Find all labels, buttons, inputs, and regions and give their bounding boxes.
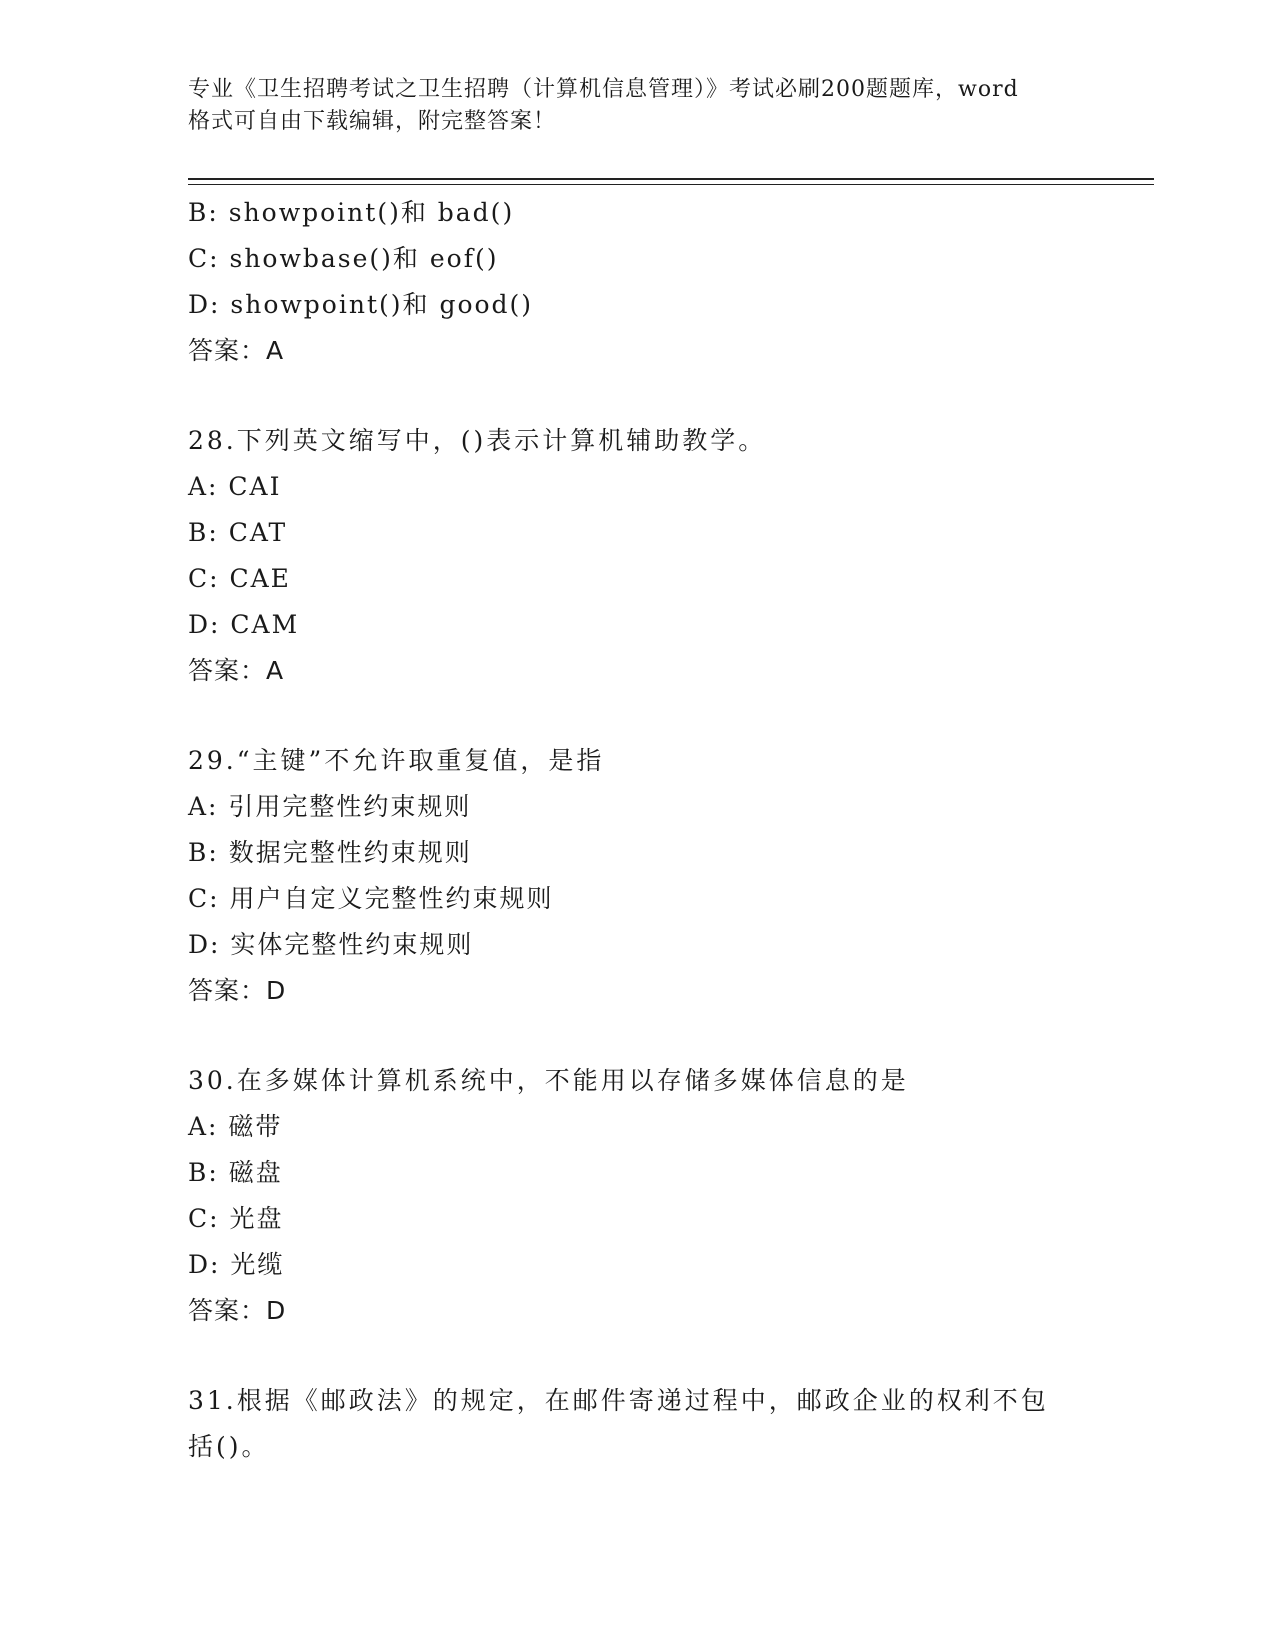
answer-line: 答案：D xyxy=(188,976,287,1005)
question-30 xyxy=(188,1058,1128,1334)
question-text: 28.下列英文缩写中，()表示计算机辅助教学。 xyxy=(188,426,767,455)
question-28 xyxy=(188,418,1128,694)
question-text-line-1: 31.根据《邮政法》的规定，在邮件寄递过程中，邮政企业的权利不包 xyxy=(188,1386,1049,1415)
option-d: D: CAM xyxy=(188,610,300,639)
question-list xyxy=(188,190,1128,1470)
answer-line: 答案：A xyxy=(188,336,285,365)
option-b: B: CAT xyxy=(188,518,288,547)
option-c: C: CAE xyxy=(188,564,291,593)
answer-line: 答案：A xyxy=(188,656,285,685)
option-b: B: 数据完整性约束规则 xyxy=(188,838,472,867)
option-c: C: showbase()和 eof() xyxy=(188,244,499,273)
option-b: B: showpoint()和 bad() xyxy=(188,198,515,227)
previous-question-tail xyxy=(188,190,1128,374)
option-a: A: CAI xyxy=(188,472,282,501)
question-text: 29.“主键”不允许取重复值，是指 xyxy=(188,746,605,775)
option-d: D: 光缆 xyxy=(188,1250,285,1279)
option-a: A: 磁带 xyxy=(188,1112,283,1141)
question-text-line-2: 括()。 xyxy=(188,1432,270,1461)
question-text: 30.在多媒体计算机系统中，不能用以存储多媒体信息的是 xyxy=(188,1066,909,1095)
option-a: A: 引用完整性约束规则 xyxy=(188,792,472,821)
header-rule-thin xyxy=(188,184,1154,185)
option-d: D: 实体完整性约束规则 xyxy=(188,930,474,959)
question-29 xyxy=(188,738,1128,1014)
option-b: B: 磁盘 xyxy=(188,1158,283,1187)
header-rule-thick xyxy=(188,178,1154,180)
question-31 xyxy=(188,1378,1128,1470)
answer-line: 答案：D xyxy=(188,1296,287,1325)
option-c: C: 用户自定义完整性约束规则 xyxy=(188,884,554,913)
document-header xyxy=(188,74,1088,138)
option-d: D: showpoint()和 good() xyxy=(188,290,534,319)
header-line-1: 专业《卫生招聘考试之卫生招聘（计算机信息管理）》考试必刷200题题库，word xyxy=(188,77,1019,102)
option-c: C: 光盘 xyxy=(188,1204,284,1233)
header-line-2: 格式可自由下载编辑，附完整答案！ xyxy=(188,109,557,134)
